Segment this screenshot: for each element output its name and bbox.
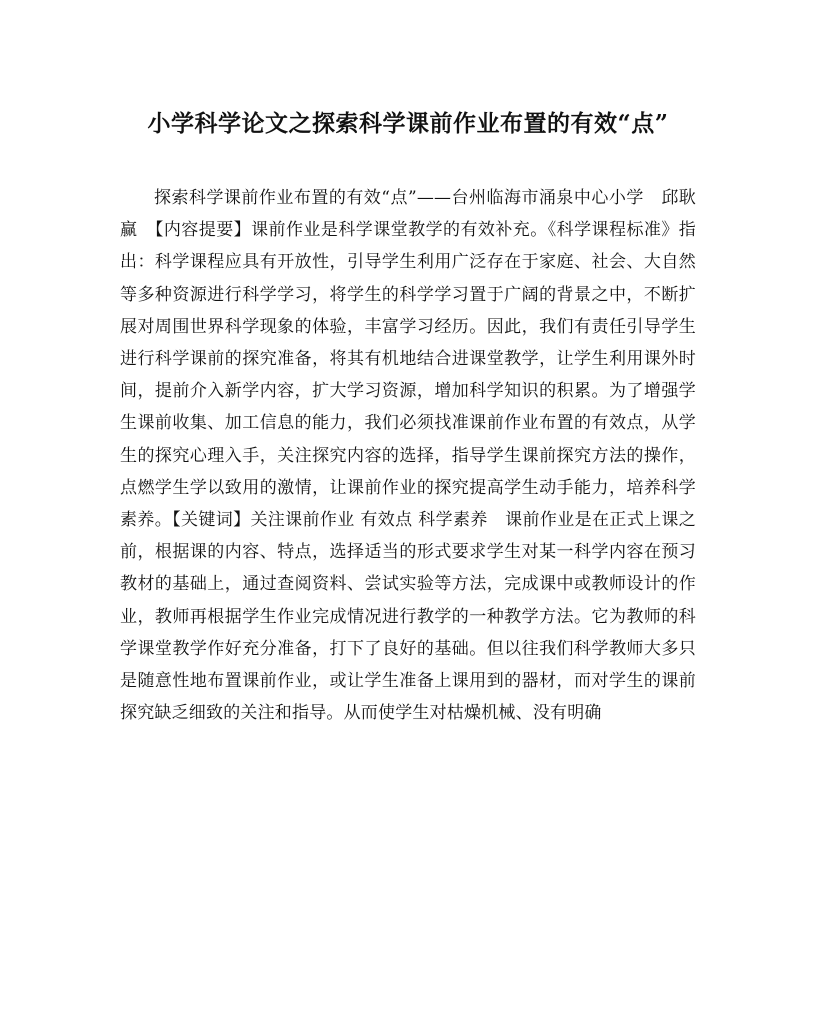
document-title: 小学科学论文之探索科学课前作业布置的有效“点” [147, 110, 669, 137]
document-body-text: 探索科学课前作业布置的有效“点”——台州临海市涌泉中心小学 邱耿赢 【内容提要】课前作业是科学课堂教学的有效补充。《科学课程标准》指出：科学课程应具有开放性，引导学生利用广泛存在于家庭、社会、大自然等多种资源进行科学学习，将学生的科学学习置于广阔的背景之中，不断扩展对周围世界科学现象的体验，丰富学习经历。因此，我们有责任引导学生进行科学课前的探究准备，将其有机地结合进课堂教学，让学生利用课外时间，提前介入新学内容，扩大学习资源，增加科学知识的积累。为了增强学生课前收集、加工信息的能力，我们必须找准课前作业布置的有效点，从学生的探究心理入手，关注探究内容的选择，指导学生课前探究方法的操作，点燃学生学以致用的激情，让课前作业的探究提高学生动手能力，培养科学素养。【关键词】关注课前作业 有效点 科学素养 课前作业是在正式上课之前，根据课的内容、特点，选择适当的形式要求学生对某一科学内容在预习教材的基础上，通过查阅资料、尝试实验等方法，完成课中或教师设计的作业，教师再根据学生作业完成情况进行教学的一种教学方法。它为教师的科学课堂教学作好充分准备，打下了良好的基础。但以往我们科学教师大多只是随意性地布置课前作业，或让学生准备上课用到的器材，而对学生的课前探究缺乏细致的关注和指导。从而使学生对枯燥机械、没有明确 [120, 188, 696, 724]
